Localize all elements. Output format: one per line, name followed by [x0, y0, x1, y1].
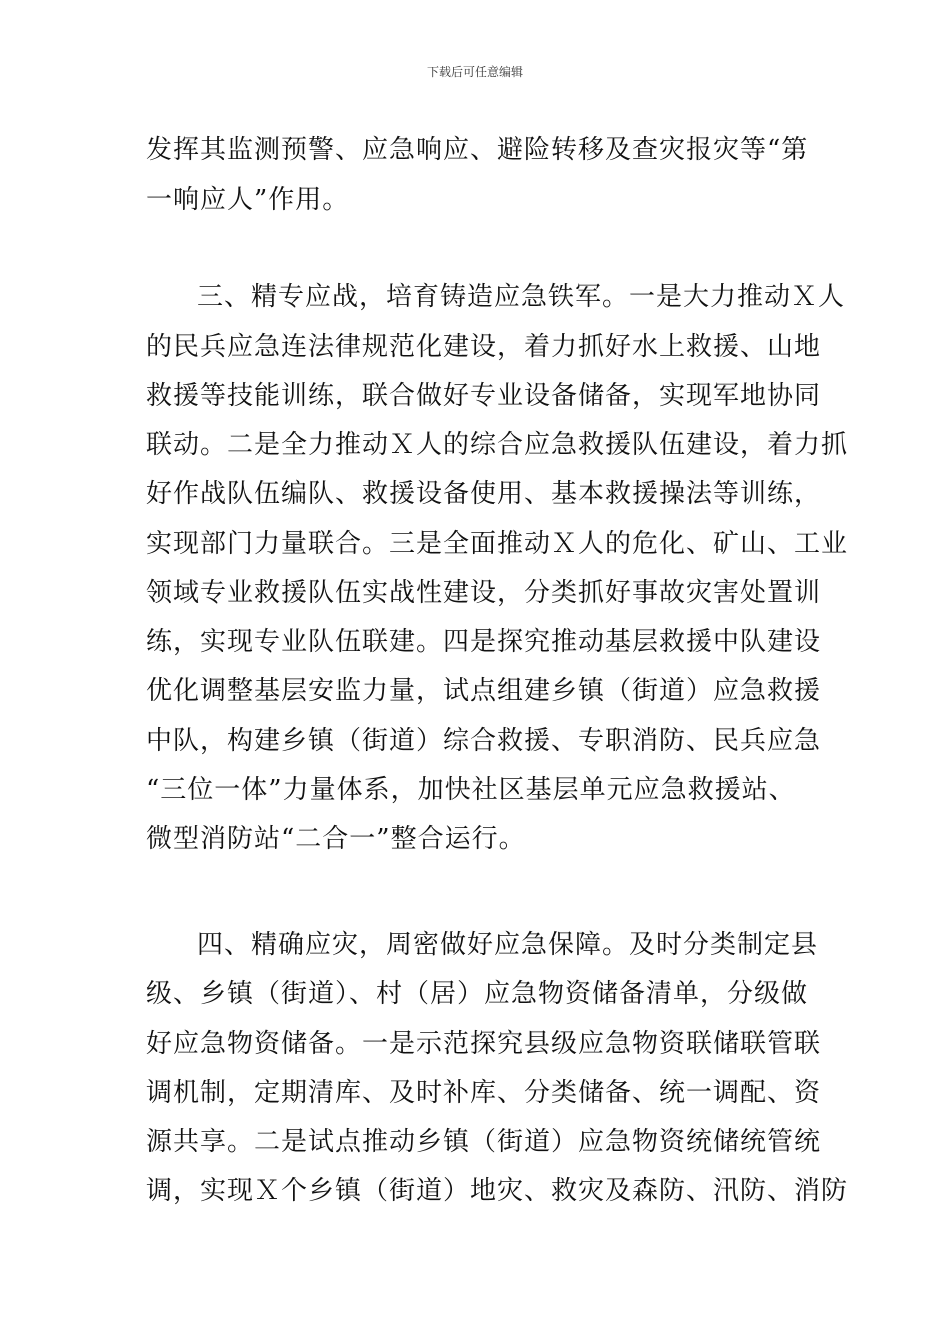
text-line: 源共享。二是试点推动乡镇（街道）应急物资统储统管统 [146, 1127, 822, 1157]
text-line: 调，实现Ｘ个乡镇（街道）地灾、救灾及森防、汛防、消防 [146, 1176, 849, 1206]
text-line: 级、乡镇（街道）、村（居）应急物资储备清单，分级做 [146, 979, 809, 1009]
text-line: 三、精专应战，培育铸造应急铁军。一是大力推动Ｘ人 [197, 282, 846, 312]
text-line: 的民兵应急连法律规范化建设，着力抓好水上救援、山地 [146, 332, 822, 362]
text-line: 优化调整基层安监力量，试点组建乡镇（街道）应急救援 [146, 676, 822, 706]
text-line: 四、精确应灾，周密做好应急保障。及时分类制定县 [197, 930, 819, 960]
text-line: “三位一体”力量体系，加快社区基层单元应急救援站、 [146, 775, 796, 805]
text-line: 微型消防站“二合一”整合运行。 [146, 824, 526, 854]
text-line: 救援等技能训练，联合做好专业设备储备，实现军地协同 [146, 381, 822, 411]
text-line: 调机制，定期清库、及时补库、分类储备、统一调配、资 [146, 1078, 822, 1108]
text-line: 好作战队伍编队、救援设备使用、基本救援操法等训练， [146, 479, 822, 509]
text-line: 发挥其监测预警、应急响应、避险转移及查灾报灾等“第 [146, 135, 809, 165]
text-line: 领域专业救援队伍实战性建设，分类抓好事故灾害处置训 [146, 578, 822, 608]
text-line: 实现部门力量联合。三是全面推动Ｘ人的危化、矿山、工业 [146, 529, 849, 559]
text-line: 中队，构建乡镇（街道）综合救援、专职消防、民兵应急 [146, 726, 822, 756]
text-line: 联动。二是全力推动Ｘ人的综合应急救援队伍建设，着力抓 [146, 430, 849, 460]
text-line: 练，实现专业队伍联建。四是探究推动基层救援中队建设 [146, 627, 822, 657]
page-header: 下载后可任意编辑 [426, 65, 523, 79]
text-line: 一响应人”作用。 [146, 185, 350, 215]
text-line: 好应急物资储备。一是示范探究县级应急物资联储联管联 [146, 1029, 822, 1059]
